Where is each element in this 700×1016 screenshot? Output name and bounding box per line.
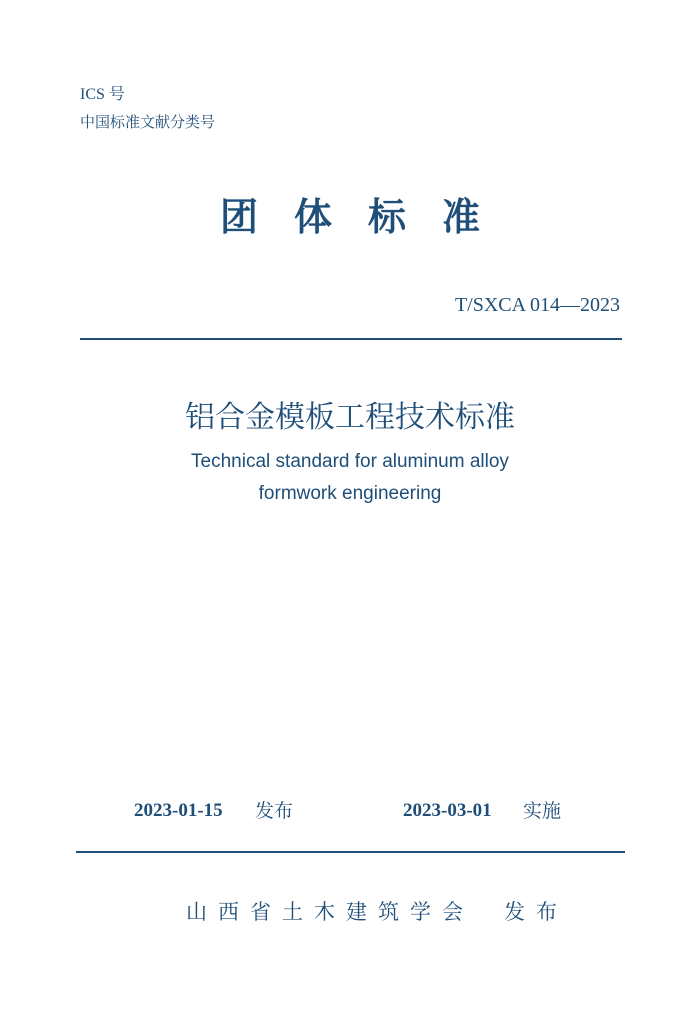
issue-label: 发布: [255, 800, 294, 822]
standard-type-heading: 团体标准: [219, 195, 516, 239]
standard-number: T/SXCA 014—2023: [454, 294, 620, 316]
top-divider: [80, 338, 622, 340]
publisher-name: 山西省土木建筑学会: [186, 900, 474, 924]
bottom-divider: [76, 851, 625, 853]
implementation-date: 2023-03-01: [403, 800, 492, 821]
classification-number: 中国标准文献分类号: [80, 113, 216, 131]
issue-date: 2023-01-15: [134, 800, 223, 821]
ics-number: ICS 号: [80, 86, 125, 103]
implementation-label: 实施: [523, 800, 562, 822]
title-english-line-2: formwork engineering: [258, 483, 442, 504]
publish-label: 发布: [504, 900, 568, 924]
title-chinese: 铝合金模板工程技术标准: [185, 400, 515, 435]
title-english-line-1: Technical standard for aluminum alloy: [191, 451, 509, 472]
